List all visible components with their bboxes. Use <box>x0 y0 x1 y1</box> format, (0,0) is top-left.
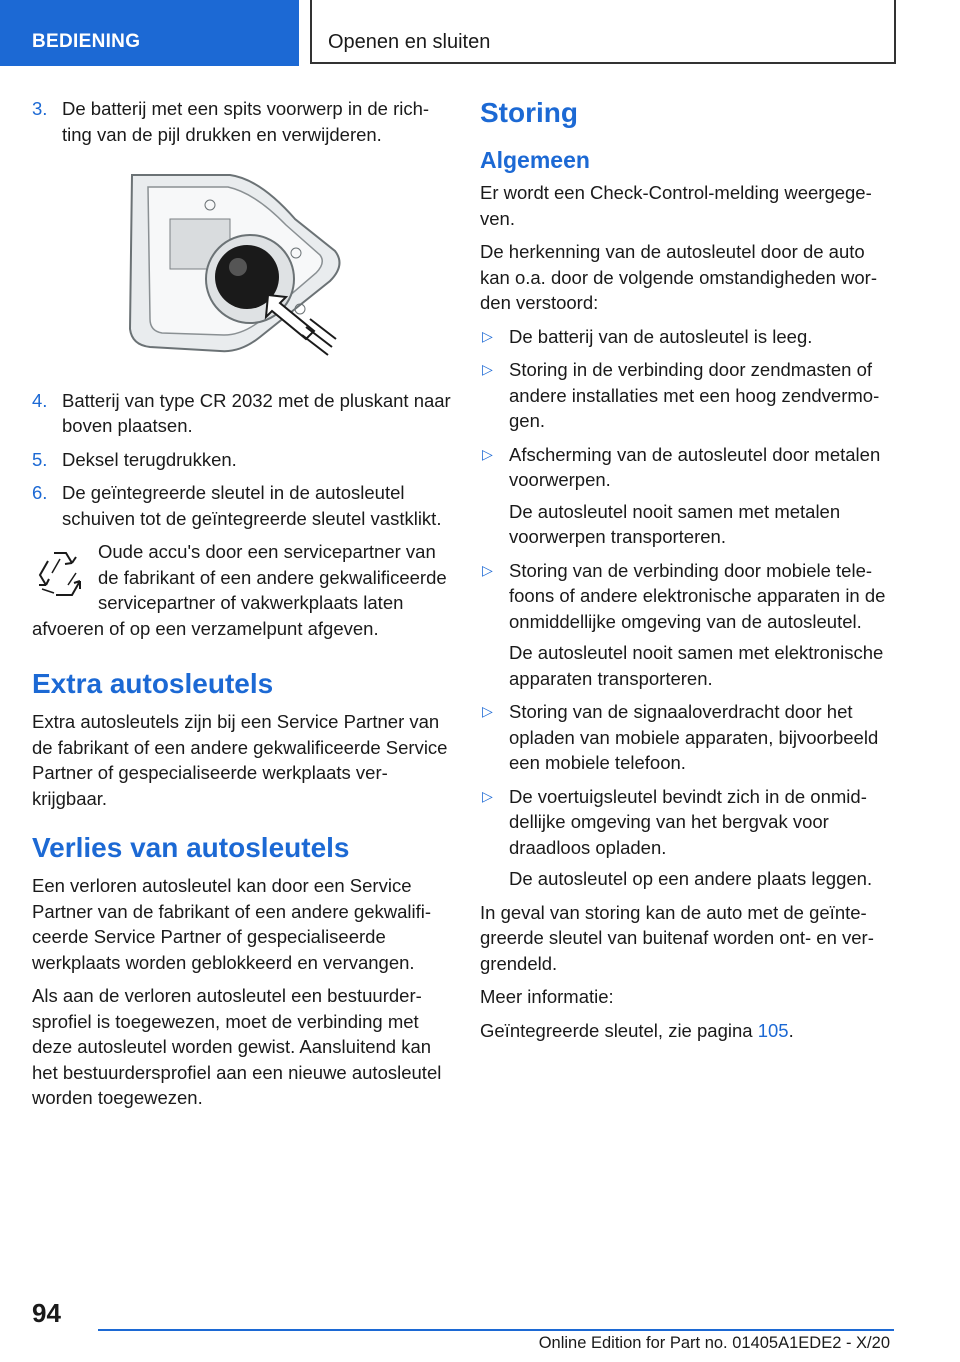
bullet-text: Storing van de verbinding door mobiele telefoons of andere elektronische apparaten in de onmiddellijke omgeving van de autosleutel. <box>509 559 886 632</box>
bullet-item <box>480 784 896 892</box>
footer-divider <box>98 1329 894 1331</box>
step-item <box>32 96 452 147</box>
left-column <box>32 96 452 1119</box>
triangle-bullet-icon: ▷ <box>482 327 493 344</box>
malfunction-paragraph-1: Er wordt een Check-Control-melding weergegeven. <box>480 182 872 229</box>
key-battery-figure <box>110 169 350 361</box>
bullet-text: Storing in de verbinding door zendmasten of andere installaties met een hoog zendvermogen. <box>509 359 880 431</box>
bullet-item <box>480 357 896 434</box>
bullet-item <box>480 324 896 350</box>
step-item <box>32 388 452 439</box>
more-info-label: Meer informatie: <box>480 986 614 1007</box>
bullet-item <box>480 558 896 692</box>
bullet-text: Storing van de signaaloverdracht door het opladen van mobiele apparaten, bijvoorbeeld een mobiele telefoon. <box>509 701 879 773</box>
bullet-text: De voertuigsleutel bevindt zich in de onmiddellijke omgeving van het bergvak voor draadloos opladen. <box>509 785 867 858</box>
step-text: Deksel terugdrukken. <box>62 448 237 470</box>
page-header <box>0 0 960 66</box>
triangle-bullet-icon: ▷ <box>482 703 493 719</box>
cross-reference <box>480 1018 896 1044</box>
bullet-subtext: De autosleutel nooit samen met elektronische apparaten transporteren. <box>509 642 884 689</box>
step-item <box>32 480 452 531</box>
step-number: 6. <box>32 482 48 503</box>
bullet-item <box>480 442 896 550</box>
bullet-subtext: De autosleutel op een andere plaats leggen. <box>509 868 873 889</box>
step-number: 4. <box>32 389 48 411</box>
triangle-bullet-icon: ▷ <box>482 361 493 377</box>
extra-keys-text: Extra autosleutels zijn bij een Service Partner van de fabrikant of een andere gekwalificeerde Service Partner of gespecialiseerde werkplaats verkrijgbaar. <box>32 711 448 809</box>
section-tab[interactable]: BEDIENING <box>0 0 299 66</box>
cross-reference-end: . <box>788 1019 794 1041</box>
step-text: Batterij van type CR 2032 met de pluskant naar boven plaatsen. <box>62 389 451 436</box>
extra-keys-heading: Extra autosleutels <box>32 668 274 699</box>
cross-reference-text: Geïntegreerde sleutel, zie pagina <box>480 1019 758 1041</box>
lost-keys-paragraph-1: Een verloren autosleutel kan door een Service Partner van de fabrikant of een andere gekwalificeerde Service Partner of gespecialiseerde werkplaats worden geblokkeerd en vervangen. <box>32 875 432 973</box>
chapter-tab[interactable]: Openen en sluiten <box>310 0 896 64</box>
malfunction-paragraph-3: In geval van storing kan de auto met de geïntegreerde sleutel van buitenaf worden ont- en vergrendeld. <box>480 901 874 974</box>
lost-keys-paragraph-2: Als aan de verloren autosleutel een bestuurdersprofiel is toegewezen, moet de verbinding met deze autosleutel worden gewist. Aansluitend kan het bestuurdersprofiel aan een nieuwe autosleutel worden toegewezen. <box>32 985 442 1108</box>
step-item <box>32 447 452 473</box>
general-subheading: Algemeen <box>480 147 590 173</box>
recycling-icon <box>32 545 88 605</box>
malfunction-paragraph-2: De herkenning van de autosleutel door de auto kan o.a. door de volgende omstandigheden worden verstoord: <box>480 241 878 313</box>
page-number: 94 <box>32 1298 61 1328</box>
triangle-bullet-icon: ▷ <box>482 445 493 462</box>
edition-text: Online Edition for Part no. 01405A1EDE2 - X/20 <box>538 1334 890 1352</box>
malfunction-heading: Storing <box>480 97 578 128</box>
recycling-note <box>32 539 452 641</box>
lost-keys-heading: Verlies van autosleutels <box>32 832 350 863</box>
bullet-subtext: De autosleutel nooit samen met metalen voorwerpen transporteren. <box>509 500 841 547</box>
right-column <box>480 96 896 1051</box>
page-link[interactable]: 105 <box>757 1019 789 1041</box>
bullet-text: De batterij van de autosleutel is leeg. <box>509 325 813 347</box>
step-number: 3. <box>32 98 48 119</box>
step-text: De batterij met een spits voorwerp in de richting van de pijl drukken en verwijderen. <box>62 98 430 145</box>
step-number: 5. <box>32 448 48 470</box>
bullet-text: Afscherming van de autosleutel door metalen voorwerpen. <box>509 443 881 490</box>
step-text: De geïntegreerde sleutel in de autosleutel schuiven tot de geïntegreerde sleutel vastklikt. <box>62 482 442 529</box>
note-text: Oude accu's door een servicepartner van de fabrikant of een andere gekwalificeerde servicepartner of vakwerkplaats laten afvoeren of op een verzamelpunt afgeven. <box>32 541 447 639</box>
triangle-bullet-icon: ▷ <box>482 787 493 804</box>
triangle-bullet-icon: ▷ <box>482 561 493 578</box>
bullet-item <box>480 699 896 776</box>
